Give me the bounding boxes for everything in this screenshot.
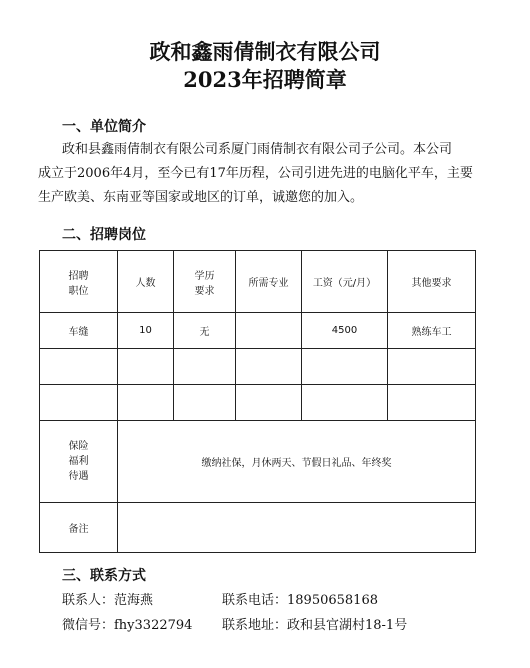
header-position: 招聘 职位 — [40, 251, 118, 313]
header-major: 所需专业 — [236, 251, 302, 313]
notes-value — [118, 503, 476, 553]
cell-major — [236, 349, 302, 385]
cell-major — [236, 313, 302, 349]
header-education: 学历 要求 — [174, 251, 236, 313]
document-title: 政和鑫雨倩制衣有限公司 — [149, 39, 381, 64]
contact-phone: 联系电话：18950658168 — [222, 593, 378, 608]
header-other: 其他要求 — [388, 251, 476, 313]
header-salary: 工资（元/月） — [302, 251, 388, 313]
cell-other: 熟练车工 — [388, 313, 476, 349]
cell-position — [40, 385, 118, 421]
table-header-row — [40, 251, 476, 313]
cell-education — [174, 385, 236, 421]
section-heading-contact: 三、联系方式 — [62, 568, 146, 584]
cell-other — [388, 349, 476, 385]
contact-person: 联系人：范海燕 — [62, 593, 154, 608]
section-heading-company-profile: 一、单位简介 — [62, 119, 146, 135]
profile-line-2: 成立于2006年4月，至今已有17年历程，公司引进先进的电脑化平车，主要 — [38, 166, 473, 181]
recruitment-table — [39, 250, 476, 553]
table-row — [40, 313, 476, 349]
section-heading-recruitment: 二、招聘岗位 — [62, 227, 146, 243]
cell-salary — [302, 349, 388, 385]
cell-count: 10 — [118, 313, 174, 349]
profile-line-1: 政和县鑫雨倩制衣有限公司系厦门雨倩制衣有限公司子公司。本公司 — [62, 142, 453, 157]
benefits-label: 保险 福利 待遇 — [40, 421, 118, 503]
table-row — [40, 385, 476, 421]
profile-line-3: 生产欧美、东南亚等国家或地区的订单，诚邀您的加入。 — [38, 190, 364, 205]
cell-other — [388, 385, 476, 421]
notes-row — [40, 503, 476, 553]
benefits-row — [40, 421, 476, 503]
cell-salary — [302, 385, 388, 421]
company-profile-paragraph — [38, 138, 492, 210]
cell-count — [118, 385, 174, 421]
header-count: 人数 — [118, 251, 174, 313]
cell-education — [174, 349, 236, 385]
cell-education: 无 — [174, 313, 236, 349]
cell-position — [40, 349, 118, 385]
contact-address: 联系地址：政和县官湖村18-1号 — [222, 618, 408, 633]
cell-count — [118, 349, 174, 385]
table-row — [40, 349, 476, 385]
contact-wechat: 微信号：fhy3322794 — [62, 618, 193, 633]
cell-position: 车缝 — [40, 313, 118, 349]
notes-label: 备注 — [40, 503, 118, 553]
cell-salary: 4500 — [302, 313, 388, 349]
document-subtitle: 2023年招聘简章 — [183, 67, 347, 92]
benefits-value: 缴纳社保，月休两天、节假日礼品、年终奖 — [118, 421, 476, 503]
cell-major — [236, 385, 302, 421]
